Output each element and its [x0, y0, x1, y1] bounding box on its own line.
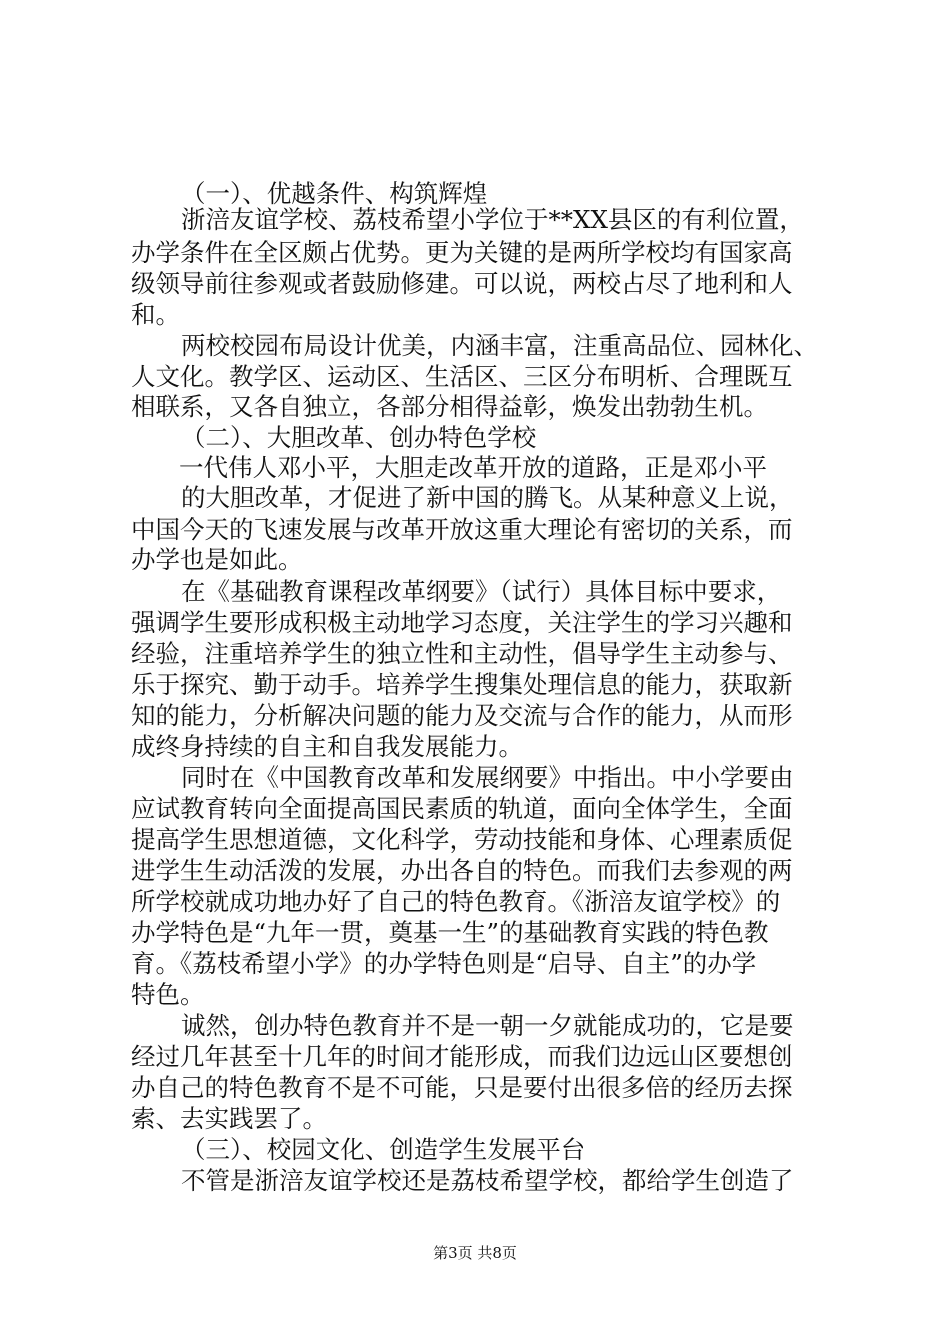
text-line: 诚然，创办特色教育并不是一朝一夕就能成功的，它是要: [181, 1011, 794, 1040]
text-line: 特色。: [131, 980, 205, 1009]
text-line: 经验，注重培养学生的独立性和主动性，倡导学生主动参与、: [131, 639, 793, 668]
text-line: 办学条件在全区颇占优势。更为关键的是两所学校均有国家高: [131, 238, 793, 267]
section-heading-3: （三）、校园文化、创造学生发展平台: [181, 1135, 586, 1164]
text-line: 办学也是如此。: [131, 545, 303, 574]
section-heading-2: （二）、大胆改革、创办特色学校: [181, 423, 537, 452]
text-line: 成终身持续的自主和自我发展能力。: [131, 732, 523, 761]
text-line: 和。: [131, 300, 180, 329]
text-line: 应试教育转向全面提高国民素质的轨道，面向全体学生，全面: [131, 794, 793, 823]
text-line: 两校校园布局设计优美，内涵丰富，注重高品位、园林化、: [181, 331, 818, 360]
text-line: 浙涪友谊学校、荔枝希望小学位于**XX县区的有利位置，: [181, 205, 804, 234]
text-line: 人文化。教学区、运动区、生活区、三区分布明析、合理既互: [131, 362, 793, 391]
text-line: 相联系，又各自独立，各部分相得益彰，焕发出勃勃生机。: [131, 392, 768, 421]
text-line: 知的能力，分析解决问题的能力及交流与合作的能力，从而形: [131, 701, 793, 730]
text-line: 办自己的特色教育不是不可能，只是要付出很多倍的经历去探: [131, 1073, 793, 1102]
text-line: 所学校就成功地办好了自己的特色教育。《浙涪友谊学校》的: [131, 887, 781, 916]
text-line: 同时在《中国教育改革和发展纲要》中指出。中小学要由: [181, 763, 794, 792]
text-line: 中国今天的飞速发展与改革开放这重大理论有密切的关系，而: [131, 515, 793, 544]
text-line: 乐于探究、勤于动手。培养学生搜集处理信息的能力，获取新: [131, 670, 793, 699]
text-line: 索、去实践罢了。: [131, 1104, 327, 1133]
text-line: 育。《荔枝希望小学》的办学特色则是“启导、自主”的办学: [131, 949, 757, 978]
text-line: 一代伟人邓小平，大胆走改革开放的道路，正是邓小平: [179, 453, 767, 482]
text-line: 强调学生要形成积极主动地学习态度，关注学生的学习兴趣和: [131, 608, 793, 637]
text-line: 经过几年甚至十几年的时间才能形成，而我们边远山区要想创: [131, 1042, 793, 1071]
text-line: 提高学生思想道德，文化科学，劳动技能和身体、心理素质促: [131, 825, 793, 854]
text-line: 在《基础教育课程改革纲要》（试行）具体目标中要求，: [181, 577, 782, 606]
text-line: 不管是浙涪友谊学校还是荔枝希望学校，都给学生创造了: [181, 1166, 794, 1195]
page-footer: 第3页 共8页: [433, 1244, 517, 1262]
text-line: 进学生生动活泼的发展，办出各自的特色。而我们去参观的两: [131, 856, 793, 885]
text-line: 的大胆改革，才促进了新中国的腾飞。从某种意义上说，: [181, 483, 794, 512]
text-line: 办学特色是“九年一贯，奠基一生”的基础教育实践的特色教: [131, 918, 769, 947]
text-line: 级领导前往参观或者鼓励修建。可以说，两校占尽了地利和人: [131, 269, 793, 298]
section-heading-1: （一）、优越条件、构筑辉煌: [181, 179, 488, 208]
